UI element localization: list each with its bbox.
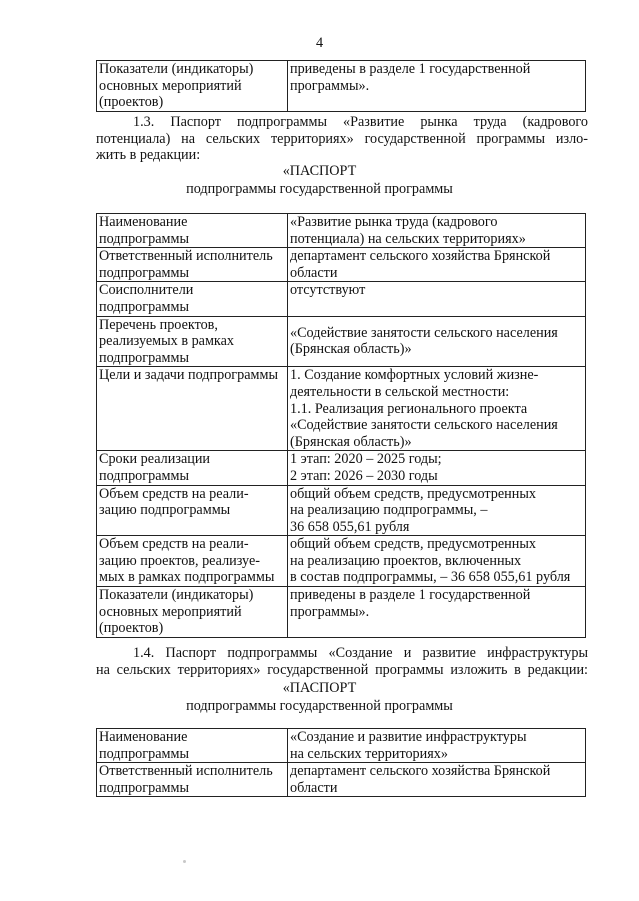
- table-row: [97, 214, 586, 248]
- cell-value: приведены в разделе 1 государственной программы».: [288, 61, 586, 112]
- cell-label: Соисполнители подпрограммы: [97, 282, 288, 316]
- paragraph-line: жить в редакции:: [96, 147, 201, 164]
- page-number: 4: [315, 35, 324, 51]
- table-row: [97, 485, 586, 536]
- paragraph-1-4: [96, 645, 588, 678]
- paragraph-line: 1.3. Паспорт подпрограммы «Развитие рынка труда (кадрового: [133, 114, 588, 130]
- paragraph-line: на сельских территориях» государственной программы изложить в редакции:: [96, 661, 588, 678]
- cell-label: Наименование подпрограммы: [97, 214, 288, 248]
- cell-value: 1. Создание комфортных условий жизне- деятельности в сельской местности: 1.1. Реализация регионального проекта «Содействие занятости сельского населения (Брянская область)»: [288, 367, 586, 451]
- cell-label: Наименование подпрограммы: [97, 729, 288, 763]
- cell-label: Цели и задачи подпрограммы: [97, 367, 288, 451]
- table-row: [97, 367, 586, 451]
- cell-label: Показатели (индикаторы) основных мероприятий (проектов): [97, 61, 288, 112]
- table-row: [97, 282, 586, 316]
- cell-label: Ответственный исполнитель подпрограммы: [97, 248, 288, 282]
- table-row: [97, 763, 586, 797]
- cell-label: Показатели (индикаторы) основных мероприятий (проектов): [97, 587, 288, 638]
- passport-table-2: [96, 728, 586, 797]
- table-row: [97, 316, 586, 367]
- cell-value: приведены в разделе 1 государственной программы».: [288, 587, 586, 638]
- cell-value: общий объем средств, предусмотренных на реализацию проектов, включенных в состав подпрограммы, – 36 658 055,61 рубля: [288, 536, 586, 587]
- table-row: [97, 536, 586, 587]
- scan-speck: [183, 860, 186, 863]
- paragraph-line: потенциала) на сельских территориях» государственной программы изло-: [96, 130, 588, 147]
- cell-label: Объем средств на реали- зацию подпрограммы: [97, 485, 288, 536]
- cell-value: отсутствуют: [288, 282, 586, 316]
- passport-subtitle: подпрограммы государственной программы: [186, 698, 453, 714]
- cell-value: «Содействие занятости сельского населения (Брянская область)»: [288, 316, 586, 367]
- cell-value: 1 этап: 2020 – 2025 годы; 2 этап: 2026 – 2030 годы: [288, 451, 586, 485]
- passport-subtitle: подпрограммы государственной программы: [186, 181, 453, 197]
- table-row: [97, 61, 586, 112]
- cell-value: департамент сельского хозяйства Брянской области: [288, 763, 586, 797]
- passport-table-1: [96, 213, 586, 638]
- passport-title: «ПАСПОРТ: [282, 680, 357, 696]
- cell-label: Ответственный исполнитель подпрограммы: [97, 763, 288, 797]
- table-row: [97, 729, 586, 763]
- paragraph-line: 1.4. Паспорт подпрограммы «Создание и развитие инфраструктуры: [133, 645, 588, 661]
- cell-label: Сроки реализации подпрограммы: [97, 451, 288, 485]
- table-row: [97, 248, 586, 282]
- cell-value: департамент сельского хозяйства Брянской области: [288, 248, 586, 282]
- table-row: [97, 451, 586, 485]
- cell-value: «Развитие рынка труда (кадрового потенциала) на сельских территориях»: [288, 214, 586, 248]
- passport-title: «ПАСПОРТ: [282, 163, 357, 179]
- cell-value: «Создание и развитие инфраструктуры на сельских территориях»: [288, 729, 586, 763]
- cell-value: общий объем средств, предусмотренных на реализацию подпрограммы, – 36 658 055,61 рубля: [288, 485, 586, 536]
- table-row: [97, 587, 586, 638]
- cell-label: Перечень проектов, реализуемых в рамках подпрограммы: [97, 316, 288, 367]
- paragraph-1-3: [96, 114, 588, 164]
- cell-label: Объем средств на реали- зацию проектов, реализуе- мых в рамках подпрограммы: [97, 536, 288, 587]
- top-table: [96, 60, 586, 112]
